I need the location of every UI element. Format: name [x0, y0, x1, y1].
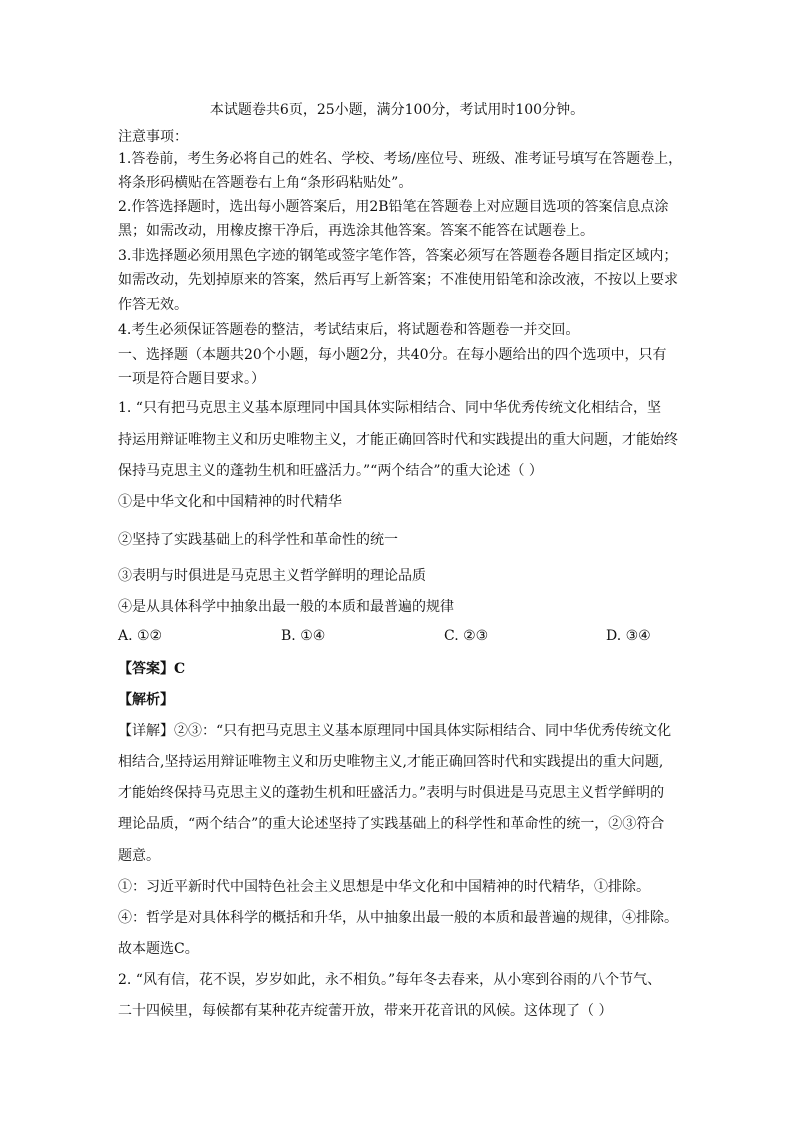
notice-line: 2.作答选择题时，选出每小题答案后，用2B铅笔在答题卷上对应题目选项的答案信息点涂 [118, 199, 669, 215]
question-stem: 2. “风有信，花不误，岁岁如此，永不相负。”每年冬去春来，从小寒到谷雨的八个节气、 [118, 972, 662, 988]
analysis-label: 【解析】 [118, 692, 174, 708]
statement: ②坚持了实践基础上的科学性和革命性的统一 [118, 532, 398, 548]
notice-line: 4.考生必须保证答题卷的整洁，考试结束后，将试题卷和答题卷一并交回。 [118, 322, 580, 338]
detail-line: 才能始终保持马克思主义的蓬勃生机和旺盛活力。”表明与时俱进是马克思主义哲学鲜明的 [118, 785, 665, 801]
option-c: C. ②③ [444, 628, 489, 644]
answer-label: 【答案】C [118, 661, 186, 677]
notice-line: 作答无效。 [118, 297, 188, 313]
notice-line: 将条形码横贴在答题卷右上角“条形码粘贴处”。 [118, 175, 413, 191]
explain-line: ①：习近平新时代中国特色社会主义思想是中华文化和中国精神的时代精华，①排除。 [118, 879, 650, 895]
detail-line: 题意。 [118, 848, 160, 864]
question-stem: 二十四候里，每候都有某种花卉绽蕾开放，带来开花音讯的风候。这体现了（ ） [118, 1003, 613, 1019]
detail-line: 理论品质，“两个结合”的重大论述坚持了实践基础上的科学性和革命性的统一，②③符合 [118, 816, 665, 832]
exam-header: 本试题卷共6页，25小题，满分100分，考试用时100分钟。 [209, 102, 585, 118]
question-stem: 保持马克思主义的蓬勃生机和旺盛活力。”“两个结合”的重大论述（ ） [118, 463, 543, 479]
question-stem: 持运用辩证唯物主义和历史唯物主义，才能正确回答时代和实践提出的重大问题，才能始终 [118, 432, 678, 448]
option-d: D. ③④ [606, 628, 651, 644]
detail-line: 【详解】②③：“只有把马克思主义基本原理同中国具体实际相结合、同中华优秀传统文化 [118, 723, 672, 739]
notice-line: 黑；如需改动，用橡皮擦干净后，再选涂其他答案。答案不能答在试题卷上。 [118, 223, 594, 239]
statement: ④是从具体科学中抽象出最一般的本质和最普遍的规律 [118, 599, 454, 615]
section-heading: 一项是符合题目要求。） [118, 371, 265, 387]
question-stem: 1. “只有把马克思主义基本原理同中国具体实际相结合、同中华优秀传统文化相结合，坚 [118, 400, 661, 416]
explain-line: ④：哲学是对具体科学的概括和升华，从中抽象出最一般的本质和最普遍的规律，④排除。 [118, 910, 678, 926]
notice-line: 1.答卷前，考生务必将自己的姓名、学校、考场/座位号、班级、准考证号填写在答题卷上， [118, 151, 683, 167]
explain-line: 故本题选C。 [118, 941, 199, 957]
notice-title: 注意事项： [118, 129, 188, 145]
section-heading: 一、选择题（本题共20个小题，每小题2分，共40分。在每小题给出的四个选项中，只有 [118, 347, 667, 363]
detail-line: 相结合,坚持运用辩证唯物主义和历史唯物主义,才能正确回答时代和实践提出的重大问题, [118, 754, 664, 770]
notice-line: 3.非选择题必须用黑色字迹的钢笔或签字笔作答，答案必须写在答题卷各题目指定区域内； [118, 248, 678, 264]
statement: ③表明与时俱进是马克思主义哲学鲜明的理论品质 [118, 568, 426, 584]
option-a: A. ①② [118, 628, 163, 644]
option-b: B. ①④ [281, 628, 326, 644]
statement: ①是中华文化和中国精神的时代精华 [118, 494, 342, 510]
answer-options [118, 628, 678, 648]
notice-line: 如需改动，先划掉原来的答案，然后再写上新答案；不准使用铅笔和涂改液，不按以上要求 [118, 272, 678, 288]
